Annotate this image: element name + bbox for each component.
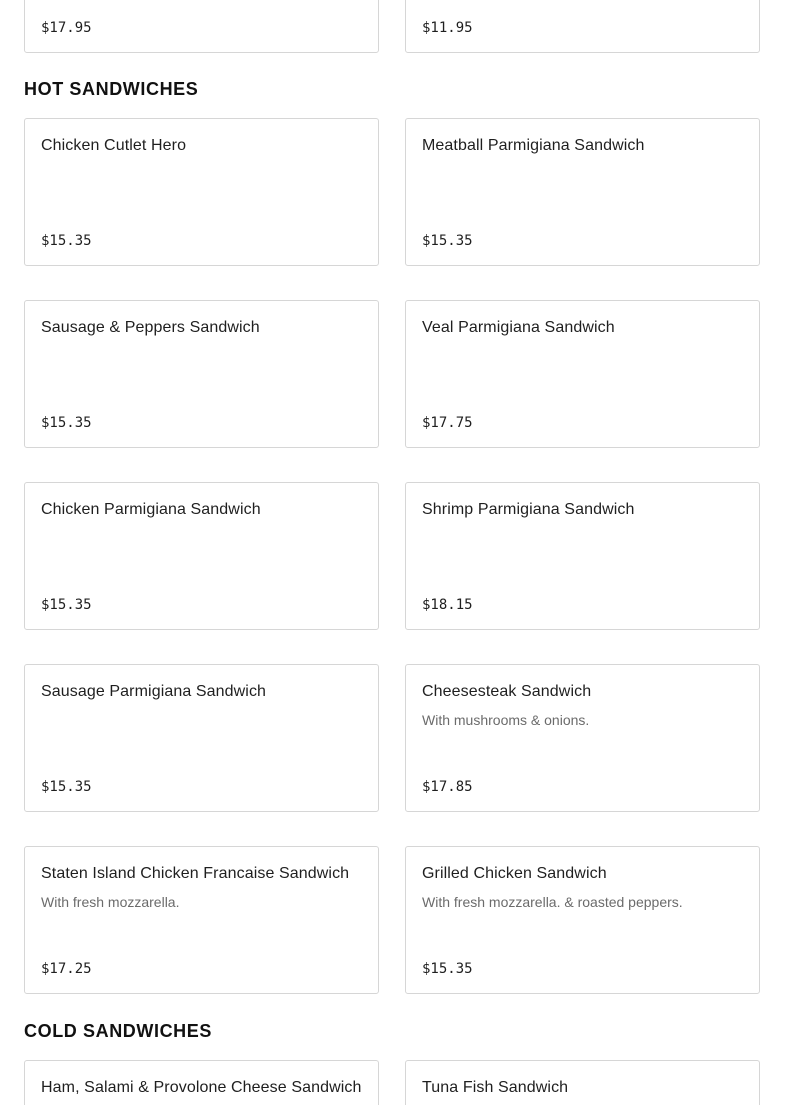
- menu-item-price: $15.35: [422, 233, 473, 249]
- section-heading-hot-sandwiches: HOT SANDWICHES: [24, 79, 199, 99]
- menu-item-price: $15.35: [41, 233, 92, 249]
- menu-item-staten-island-chicken-francaise-sandwich[interactable]: [24, 846, 379, 994]
- menu-item-chicken-cutlet-hero[interactable]: [24, 118, 379, 266]
- menu-item-name: Sausage & Peppers Sandwich: [41, 319, 260, 336]
- menu-item-grilled-chicken-sandwich[interactable]: [405, 846, 760, 994]
- menu-item-description: With fresh mozzarella. & roasted peppers.: [422, 894, 683, 910]
- menu-item-price: $17.75: [422, 415, 473, 431]
- menu-item-tuna-fish-sandwich[interactable]: [405, 1060, 760, 1105]
- menu-item-name: Veal Parmigiana Sandwich: [422, 319, 615, 336]
- menu-item-price: $15.35: [422, 961, 473, 977]
- menu-item-name: Grilled Chicken Sandwich: [422, 865, 607, 882]
- menu-item-name: Tuna Fish Sandwich: [422, 1079, 569, 1096]
- menu-item-card[interactable]: [405, 0, 760, 53]
- menu-item-sausage-parmigiana-sandwich[interactable]: [24, 664, 379, 812]
- menu-item-price: $18.15: [422, 597, 473, 613]
- menu-item-name: Chicken Cutlet Hero: [41, 137, 187, 154]
- menu-item-description: With mushrooms & onions.: [422, 712, 590, 728]
- menu-item-name: Meatball Parmigiana Sandwich: [422, 137, 645, 154]
- menu-item-name: Chicken Parmigiana Sandwich: [41, 501, 261, 518]
- menu-item-price: $17.95: [41, 20, 92, 36]
- menu-item-name: Staten Island Chicken Francaise Sandwich: [41, 865, 350, 882]
- menu-item-price: $15.35: [41, 415, 92, 431]
- menu-item-veal-parmigiana-sandwich[interactable]: [405, 300, 760, 448]
- menu-item-name: Ham, Salami & Provolone Cheese Sandwich: [41, 1079, 362, 1096]
- menu-item-price: $15.35: [41, 597, 92, 613]
- menu-item-price: $17.25: [41, 961, 92, 977]
- menu-item-price: $15.35: [41, 779, 92, 795]
- menu-item-card[interactable]: [24, 0, 379, 53]
- menu-item-name: Sausage Parmigiana Sandwich: [41, 683, 267, 700]
- menu-item-name: Cheesesteak Sandwich: [422, 683, 592, 700]
- menu-item-chicken-parmigiana-sandwich[interactable]: [24, 482, 379, 630]
- menu-item-name: Shrimp Parmigiana Sandwich: [422, 501, 635, 518]
- menu-item-price: $17.85: [422, 779, 473, 795]
- menu-item-shrimp-parmigiana-sandwich[interactable]: [405, 482, 760, 630]
- menu-item-price: $11.95: [422, 20, 473, 36]
- menu-item-description: With fresh mozzarella.: [41, 894, 180, 910]
- menu-item-cheesesteak-sandwich[interactable]: [405, 664, 760, 812]
- menu-item-meatball-parmigiana-sandwich[interactable]: [405, 118, 760, 266]
- menu-item-ham-salami-provolone-sandwich[interactable]: [24, 1060, 379, 1105]
- menu-item-sausage-peppers-sandwich[interactable]: [24, 300, 379, 448]
- section-heading-cold-sandwiches: COLD SANDWICHES: [24, 1021, 212, 1041]
